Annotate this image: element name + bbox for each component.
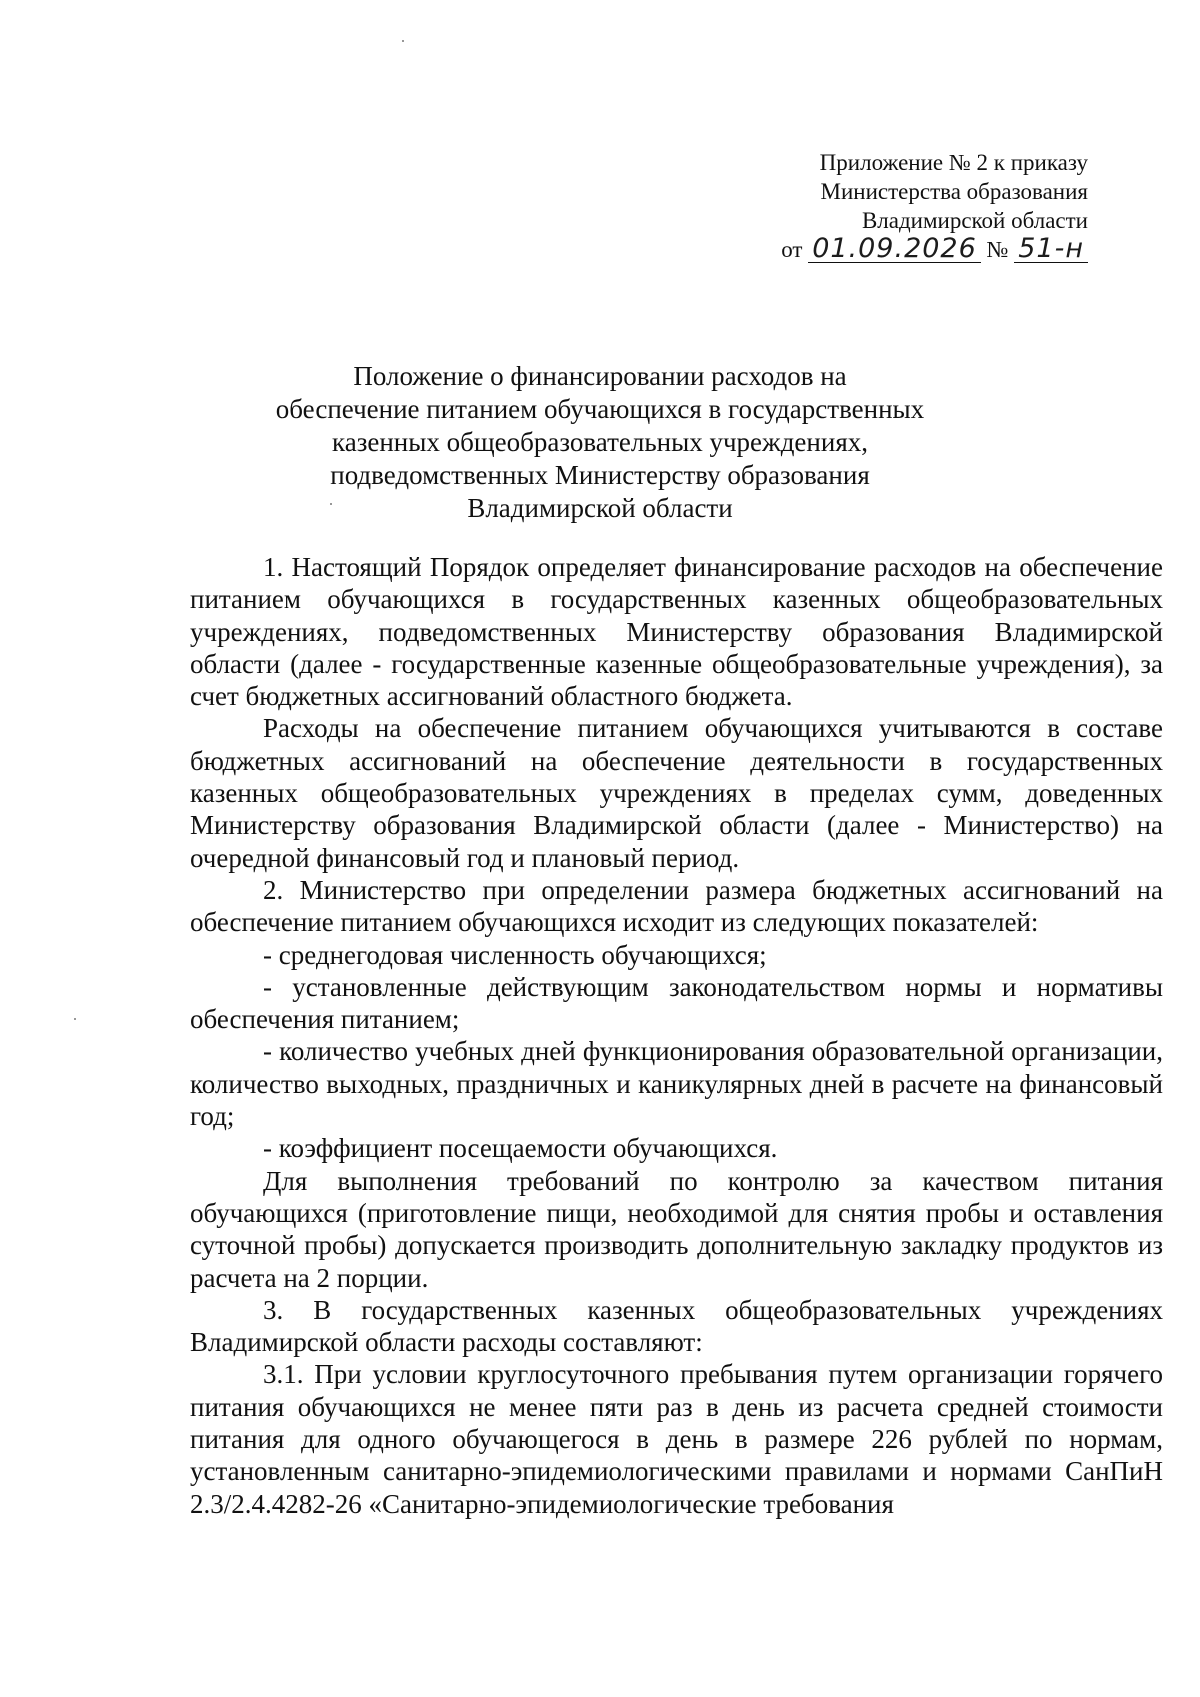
paragraph-3: 3. В государственных казенных общеобразовательных учреждениях Владимирской области расходы составляют: <box>190 1294 1163 1358</box>
ministry-line: Министерства образования <box>820 179 1088 204</box>
handwritten-number: 51-н <box>1014 236 1088 263</box>
list-item: - среднегодовая численность обучающихся; <box>263 939 767 970</box>
number-prefix: № <box>986 237 1009 262</box>
title-line: казенных общеобразовательных учреждениях, <box>332 427 868 457</box>
handwritten-date: 01.09.2026 <box>808 236 981 263</box>
title-line: Положение о финансировании расходов на <box>353 361 847 391</box>
paragraph-expenses: Расходы на обеспечение питанием обучающихся учитываются в составе бюджетных ассигнований на обеспечение деятельности в государственных казенных общеобразовательных учреждениях в пределах сумм, доведенных Министерству образования Владимирской области (далее - Министерство) на очередной финансовый год и плановый период. <box>190 713 1163 873</box>
document-title <box>0 360 1200 525</box>
region-line: Владимирской области <box>861 208 1088 233</box>
document-body <box>190 551 1163 1520</box>
date-number-line <box>781 235 1088 264</box>
paragraph-3-1: 3.1. При условии круглосуточного пребывания путем организации горячего питания обучающихся не менее пяти раз в день из расчета средней стоимости питания для одного обучающегося в день в размере 226 рублей по нормам, установленным санитарно-эпидемиологическими правилами и нормами СанПиН 2.3/2.4.4282-26 «Санитарно-эпидемиологические требования <box>190 1359 1163 1519</box>
list-item: - коэффициент посещаемости обучающихся. <box>263 1133 778 1164</box>
list-item: - количество учебных дней функционирования образовательной организации, количество выходных, праздничных и каникулярных дней в расчете на финансовый год; <box>190 1036 1163 1132</box>
list-item: - установленные действующим законодательством нормы и нормативы обеспечения питанием; <box>190 971 1163 1035</box>
scan-speck <box>402 40 404 42</box>
title-line: Владимирской области <box>467 493 733 523</box>
scan-speck <box>74 1018 76 1020</box>
title-line: подведомственных Министерству образования <box>330 460 870 490</box>
paragraph-quality-control: Для выполнения требований по контролю за качеством питания обучающихся (приготовление пищи, необходимой для снятия пробы и оставления суточной пробы) допускается производить дополнительную закладку продуктов из расчета на 2 порции. <box>190 1165 1163 1293</box>
paragraph-2: 2. Министерство при определении размера бюджетных ассигнований на обеспечение питанием обучающихся исходит из следующих показателей: <box>190 874 1163 938</box>
date-prefix: от <box>781 237 803 262</box>
title-line: обеспечение питанием обучающихся в государственных <box>275 394 925 424</box>
paragraph-1: 1. Настоящий Порядок определяет финансирование расходов на обеспечение питанием обучающихся в государственных казенных общеобразовательных учреждениях, подведомственных Министерству образования Владимирской области (далее - государственные казенные общеобразовательные учреждения), за счет бюджетных ассигнований областного бюджета. <box>190 552 1163 712</box>
order-appendix-header <box>781 148 1088 264</box>
appendix-line: Приложение № 2 к приказу <box>819 150 1088 175</box>
